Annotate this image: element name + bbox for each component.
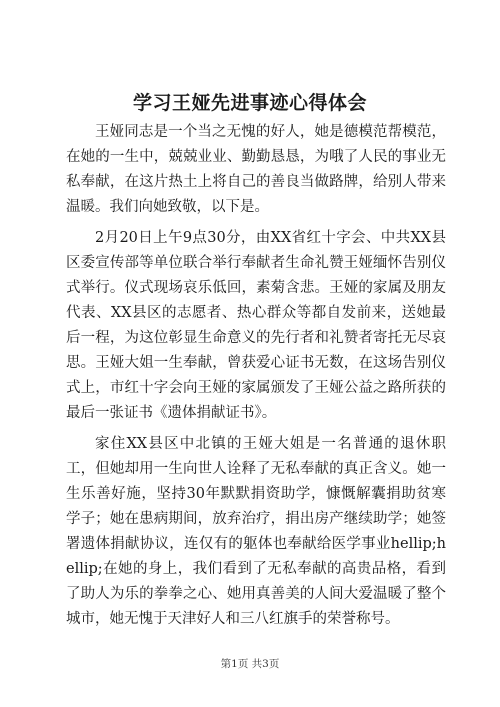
paragraph-biography: 家住XX县区中北镇的王娅大姐是一名普通的退休职工，但她却用一生向世人诠释了无私奉献的真正含义。她一生乐善好施，坚持30年默默捐资助学，慷慨解囊捐助贫寒学子；她在患病期间，放弃治疗，捐出房产继续助学；她签署遗体捐献协议，连仅有的躯体也奉献给医学事业hellip;hellip;在她的身上，我们看到了无私奉献的高贵品格，看到了助人为乐的拳拳之心、她用真善美的人间大爱温暖了整个城市，她无愧于天津好人和三八红旗手的荣誉称号。: [66, 436, 446, 627]
paragraph-ceremony: 2月20日上午9点30分，由XX省红十字会、中共XX县区委宣传部等单位联合举行奉献者生命礼赞王娅缅怀告别仪式举行。仪式现场哀乐低回，素菊含悲。王娅的家属及朋友代表、XX县区的志愿者、热心群众等都自发前来，送她最后一程，为这位彰显生命意义的先行者和礼赞者寄托无尽哀思。王娅大姐一生奉献，曾获爱心证书无数，在这场告别仪式上，市红十字会向王娅的家属颁发了王娅公益之路所获的最后一张证书《遗体捐献证书》。: [66, 230, 446, 421]
paragraph-intro: 王娅同志是一个当之无愧的好人，她是德模范帮模范，在她的一生中，兢兢业业、勤勤恳恳，为哦了人民的事业无私奉献，在这片热土上将自己的善良当做路牌，给别人带来温暖。我们向她致敬，以下是。: [66, 124, 446, 215]
page-number-footer: 第1页 共3页: [220, 658, 280, 670]
document-body: [66, 120, 446, 638]
document-title: 学习王娅先进事迹心得体会: [132, 92, 367, 114]
